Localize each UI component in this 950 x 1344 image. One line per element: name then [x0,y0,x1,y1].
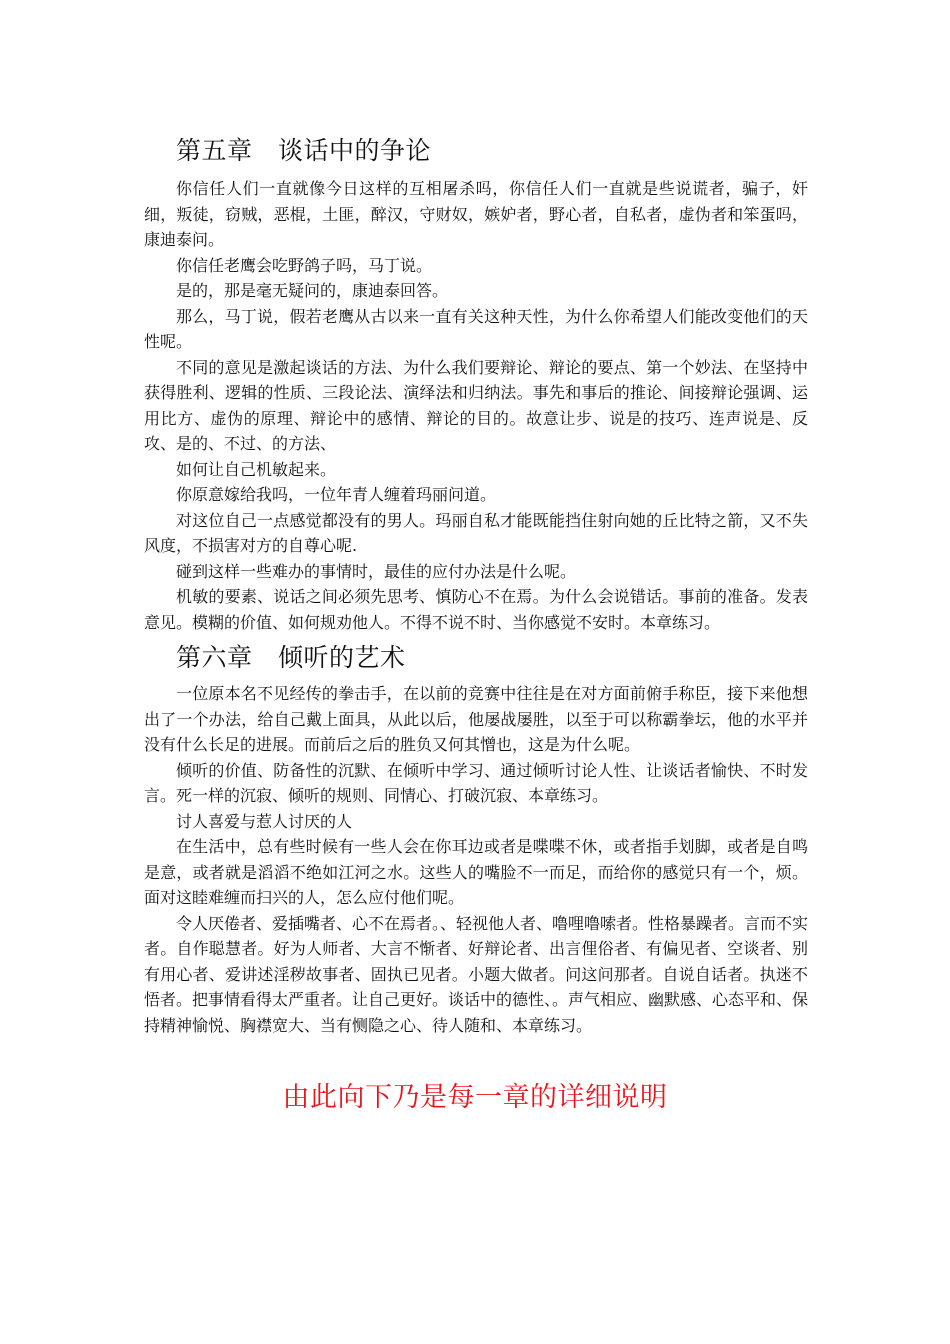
chapter-5-paragraph-1: 你信任人们一直就像今日这样的互相屠杀吗，你信任人们一直就是些说谎者，骗子，奸细，叛徒，窃贼，恶棍，土匪，醉汉，守财奴，嫉妒者，野心者，自私者，虚伪者和笨蛋吗，康迪泰问。 [144,179,808,249]
chapter-5-paragraph-8: 对这位自己一点感觉都没有的男人。玛丽自私才能既能挡住射向她的丘比特之箭，又不失风度，不损害对方的自尊心呢. [144,510,808,555]
chapter-6-title: 第六章 倾听的艺术 [176,643,406,672]
chapter-5-paragraph-2: 你信任老鹰会吃野鸽子吗，马丁说。 [176,255,433,275]
chapter-5-paragraph-10: 机敏的要素、说话之间必须先思考、慎防心不在焉。为什么会说错话。事前的准备。发表意见。模糊的价值、如何规劝他人。不得不说不时、当你感觉不安时。本章练习。 [144,587,808,632]
chapter-6-paragraph-3: 讨人喜爱与惹人讨厌的人 [176,811,353,831]
document-body [144,134,808,1038]
chapter-6-paragraph-5: 令人厌倦者、爱插嘴者、心不在焉者。、轻视他人者、噜哩噜嗦者。性格暴躁者。言而不实者。自作聪慧者。好为人师者、大言不惭者、好辩论者、出言俚俗者、有偏见者、空谈者、别有用心者、爱讲述淫秽故事者、固执已见者。小题大做者。问这问那者。自说自话者。执迷不悟者。把事情看得太严重者。让自己更好。谈话中的德性、。声气相应、幽默感、心态平和、保持精神愉悦、胸襟宽大、当有恻隐之心、待人随和、本章练习。 [144,913,809,1035]
chapter-5-paragraph-7: 你原意嫁给我吗，一位年青人缠着玛丽问道。 [176,485,497,504]
chapter-5-title: 第五章 谈话中的争论 [176,136,432,165]
chapter-5-paragraph-9: 碰到这样一些难办的事情时，最佳的应付办法是什么呢。 [176,561,577,581]
chapter-5-paragraph-3: 是的，那是毫无疑问的，康迪泰回答。 [176,281,449,300]
chapter-5-paragraph-5: 不同的意见是激起谈话的方法、为什么我们要辩论、辩论的要点、第一个妙法、在坚持中获得胜利、逻辑的性质、三段论法、演绎法和归纳法。事先和事后的推论、间接辩论强调、运用比方、虚伪的原理、辩论中的感情、辩论的目的。故意让步、说是的技巧、连声说是、反攻、是的、不过、的方法、 [144,357,808,453]
red-note: 由此向下乃是每一章的详细说明 [282,1082,668,1113]
chapter-6-paragraph-2: 倾听的价值、防备性的沉默、在倾听中学习、通过倾听讨论人性、让谈话者愉快、不时发言。死一样的沉寂、倾听的规则、同情心、打破沉寂、本章练习。 [144,760,808,805]
chapter-6-paragraph-4: 在生活中，总有些时候有一些人会在你耳边或者是喋喋不休，或者指手划脚，或者是自鸣是意，或者就是滔滔不绝如江河之水。这些人的嘴脸不一而足，而给你的感觉只有一个，烦。面对这睦难缠而扫兴的人，怎么应付他们呢。 [144,837,808,907]
chapter-6-paragraph-1: 一位原本名不见经传的拳击手，在以前的竞赛中往往是在对方面前俯手称臣，接下来他想出了一个办法，给自己戴上面具，从此以后，他屡战屡胜，以至于可以称霸拳坛，他的水平并没有什么长足的进展。而前后之后的胜负又何其憎也，这是为什么呢。 [144,684,808,754]
chapter-5-paragraph-4: 那么，马丁说，假若老鹰从古以来一直有关这种天性，为什么你希望人们能改变他们的天性呢。 [144,306,808,351]
chapter-5-paragraph-6: 如何让自己机敏起来。 [176,459,337,479]
